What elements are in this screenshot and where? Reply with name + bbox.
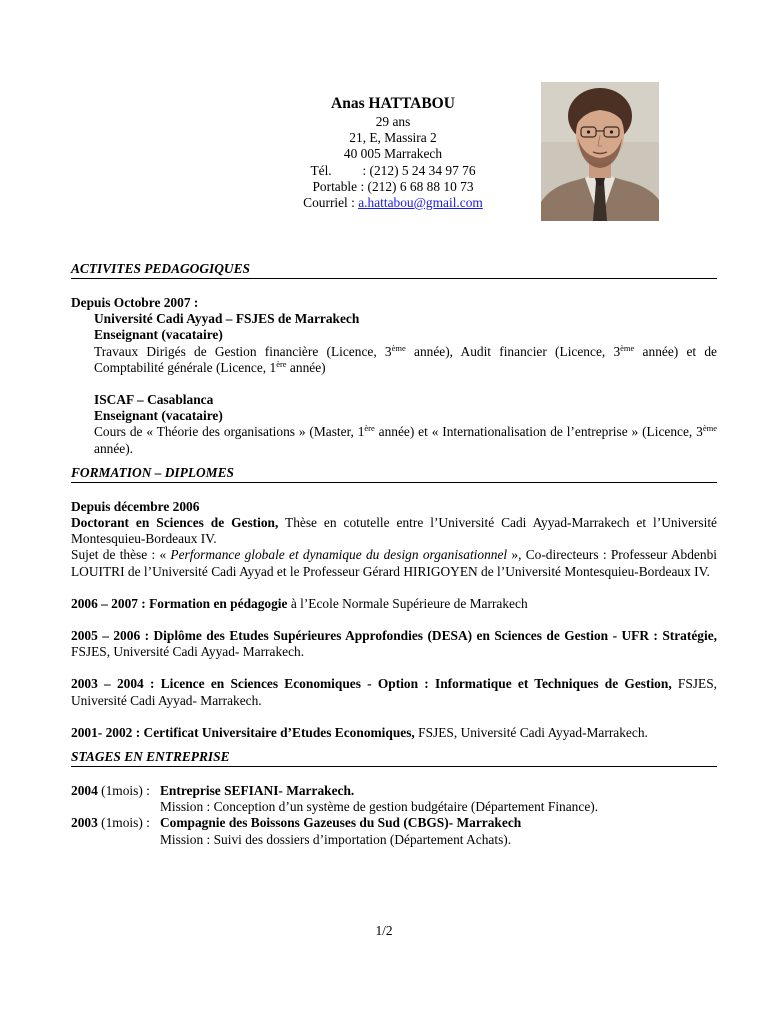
desc1-part-b: année), Audit financier (Licence, 3 [405,343,621,359]
stage-1-year: 2004 [71,783,98,799]
formation-item-desa-detail: FSJES, Université Cadi Ayyad- Marrakech. [71,644,305,660]
sujet-prefix: Sujet de thèse : « [71,547,171,563]
formation-item-certificat-title: 2001- 2002 : Certificat Universitaire d’Etudes Economiques, [71,724,415,740]
section-title-activites: ACTIVITES PEDAGOGIQUES [71,261,717,279]
activites-iscaf: ISCAF – Casablanca [94,392,214,408]
desc1-part-c: année) et de Comptabilité générale (Licence, 1 [94,343,717,375]
sup-ere: ère [276,358,287,369]
stage-1-duration: (1mois) : [97,783,150,799]
cv-content [71,261,717,848]
formation-item-pedagogie [71,596,717,612]
section-title-stages: STAGES EN ENTREPRISE [71,749,717,767]
mobile-line: Portable : (212) 6 68 88 10 73 [312,178,474,194]
email-line [230,195,556,211]
address-line-1: 21, E, Massira 2 [349,130,437,146]
formation-doctorat [71,515,717,547]
contact-header [230,94,556,211]
candidate-name: Anas HATTABOU [331,95,455,112]
activites-fsjes-block [71,311,717,376]
stage-2-label [71,815,160,847]
phone-line [230,163,556,179]
formation-item-licence-title: 2003 – 2004 : Licence en Sciences Economiques - Option : Informatique et Techniques de Gestion, [71,676,672,692]
activites-since: Depuis Octobre 2007 : [71,295,199,310]
stage-2-body [160,815,521,847]
sup-ere: ère [364,423,375,434]
formation-item-certificat-detail: FSJES, Université Cadi Ayyad-Marrakech. [414,724,648,740]
desc1-part-a: Travaux Dirigés de Gestion financière (Licence, 3 [94,343,392,359]
formation-item-pedagogie-title: 2006 – 2007 : Formation en pédagogie [71,595,288,611]
section-title-formation: FORMATION – DIPLOMES [71,465,717,483]
desc2-part-c: année). [94,440,134,456]
formation-since: Depuis décembre 2006 [71,498,200,514]
stage-item-1 [71,783,717,815]
desc1-part-d: année) [286,359,326,375]
sup-eme: ème [620,342,635,353]
profile-photo [541,82,659,221]
stage-1-company: Entreprise SEFIANI- Marrakech. [160,783,355,799]
email-link[interactable]: a.hattabou@gmail.com [358,195,483,211]
stage-2-company: Compagnie des Boissons Gazeuses du Sud (CBGS)- Marrakech [160,815,522,831]
stage-2-duration: (1mois) : [97,815,150,831]
stage-1-label [71,783,160,815]
phone-label: Tél. [310,162,332,178]
email-label: Courriel : [303,195,359,211]
stage-2-mission: Mission : Suivi des dossiers d’importation (Département Achats). [160,831,512,847]
page-number: 1/2 [375,923,393,938]
desc2-part-a: Cours de « Théorie des organisations » (Master, 1 [94,424,365,440]
formation-item-desa-title: 2005 – 2006 : Diplôme des Etudes Supérieures Approfondies (DESA) en Sciences de Gestion - UFR : Stratégie, [71,628,717,644]
address-line-2: 40 005 Marrakech [343,146,443,162]
formation-item-desa [71,628,717,660]
formation-item-certificat [71,725,717,741]
activites-university: Université Cadi Ayyad – FSJES de Marrakech [94,311,360,327]
stage-2-year: 2003 [71,815,98,831]
activites-iscaf-block [71,392,717,457]
activites-description-2 [94,424,717,456]
doctorat-detail: Thèse en cotutelle entre l’Université Cadi Ayyad-Marrakech et l’Université Montesquieu-Bordeaux IV. [71,515,717,547]
stage-item-2 [71,815,717,847]
sup-eme: ème [391,342,406,353]
sup-eme: ème [702,423,717,434]
activites-description-1 [94,344,717,376]
desc2-part-b: année) et « Internationalisation de l’entreprise » (Licence, 3 [374,424,703,440]
profile-photo-image [541,82,659,221]
phone-value: : (212) 5 24 34 97 76 [362,162,476,178]
activites-role-2: Enseignant (vacataire) [94,408,223,424]
doctorat-title: Doctorant en Sciences de Gestion, [71,515,279,531]
stage-1-body [160,783,598,815]
formation-item-licence [71,676,717,708]
activites-role-1: Enseignant (vacataire) [94,327,223,343]
stage-1-mission: Mission : Conception d’un système de gestion budgétaire (Département Finance). [160,799,599,815]
sujet-suffix: », Co-directeurs : Professeur Abdenbi LOUITRI de l’Université Cadi Ayyad et le Professeur Gérard HIRIGOYEN de l’Université Montesquieu-Bordeaux IV. [71,547,717,579]
formation-item-pedagogie-detail: à l’Ecole Normale Supérieure de Marrakech [287,595,528,611]
formation-sujet [71,547,717,579]
formation-item-licence-detail: FSJES, Université Cadi Ayyad- Marrakech. [71,676,717,708]
age: 29 ans [375,114,411,129]
sujet-title: Performance globale et dynamique du design organisationnel [170,547,508,563]
